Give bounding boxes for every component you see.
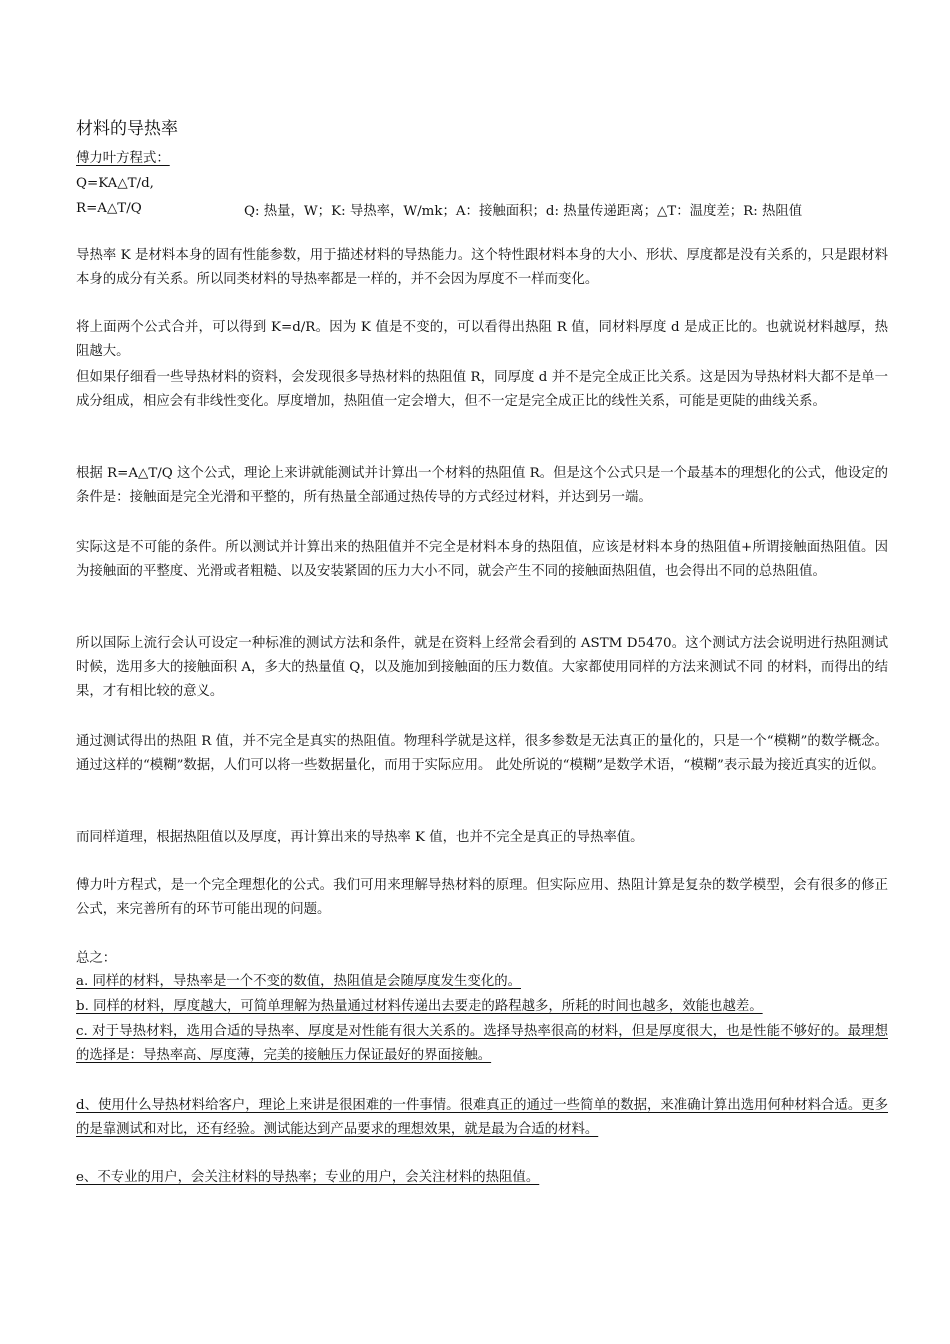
paragraph-k-formula: 将上面两个公式合并，可以得到 K=d/R。因为 K 值是不变的，可以看得出热阻 R 值，同材料厚度 d 是成正比的。也就说材料越厚，热阻越大。: [76, 320, 888, 359]
summary-item-d: d、使用什么导热材料给客户，理论上来讲是很困难的一件事情。很难真正的通过一些简单的数据，来准确计算出选用何种材料合适。更多的是靠测试和对比，还有经验。测试能达到产品要求的理想效果，就是最为合适的材料。: [76, 1098, 889, 1137]
paragraph-thermal-conductivity: 导热率 K 是材料本身的固有性能参数，用于描述材料的导热能力。这个特性跟材料本身的大小、形状、厚度都是没有关系的，只是跟材料本身的成分有关系。所以同类材料的导热率都是一样的，并不会因为厚度不一样而变化。: [76, 248, 888, 287]
summary-item-b: b. 同样的材料，厚度越大，可简单理解为热量通过材料传递出去要走的路程越多，所耗的时间也越多，效能也越差。: [76, 999, 763, 1014]
paragraph-conductivity-k: 而同样道理，根据热阻值以及厚度，再计算出来的导热率 K 值，也并不完全是真正的导热率值。: [76, 830, 644, 845]
paragraph-contact-resistance: 实际这是不可能的条件。所以测试并计算出来的热阻值并不完全是材料本身的热阻值，应该是材料本身的热阻值+所谓接触面热阻值。因为接触面的平整度、光滑或者粗糙、以及安装紧固的压力大小不同，就会产生不同的接触面热阻值，也会得出不同的总热阻值。: [76, 540, 888, 579]
formula-q: Q=KA△T/d,: [76, 176, 154, 191]
summary-item-c: c. 对于导热材料，选用合适的导热率、厚度是对性能有很大关系的。选择导热率很高的材料，但是厚度很大，也是性能不够好的。最理想的选择是：导热率高、厚度薄，完美的接触压力保证最好的界面接触。: [76, 1024, 888, 1063]
summary-heading: 总之：: [76, 951, 117, 966]
paragraph-fourier-ideal: 傅力叶方程式，是一个完全理想化的公式。我们可用来理解导热材料的原理。但实际应用、热阻计算是复杂的数学模型，会有很多的修正公式，来完善所有的环节可能出现的问题。: [76, 878, 888, 917]
document-title: 材料的导热率: [76, 119, 178, 139]
paragraph-astm-standard: 所以国际上流行会认可设定一种标准的测试方法和条件，就是在资料上经常会看到的 ASTM D5470。这个测试方法会说明进行热阻测试时候，选用多大的接触面积 A，多大的热量值 Q，以及施加到接触面的压力数值。大家都使用同样的方法来测试不同 的材料，而得出的结果，才有相比较的意义。: [76, 636, 888, 699]
summary-item-a: a. 同样的材料，导热率是一个不变的数值，热阻值是会随厚度发生变化的。: [76, 974, 521, 989]
paragraph-nonlinear: 但如果仔细看一些导热材料的资料，会发现很多导热材料的热阻值 R，同厚度 d 并不是完全成正比关系。这是因为导热材料大都不是单一成分组成，相应会有非线性变化。厚度增加，热阻值一定会增大，但不一定是完全成正比的线性关系，可能是更陡的曲线关系。: [76, 370, 888, 409]
formula-r: R=A△T/Q: [76, 201, 142, 216]
formula-legend: Q: 热量，W；K: 导热率，W/mk；A：接触面积；d: 热量传递距离；△T：温度差；R: 热阻值: [244, 204, 803, 219]
paragraph-ideal-formula: 根据 R=A△T/Q 这个公式，理论上来讲就能测试并计算出一个材料的热阻值 R。但是这个公式只是一个最基本的理想化的公式，他设定的条件是：接触面是完全光滑和平整的，所有热量全部通过热传导的方式经过材料，并达到另一端。: [76, 466, 888, 505]
formula-heading: 傅力叶方程式：: [76, 151, 170, 166]
paragraph-fuzzy-value: 通过测试得出的热阻 R 值，并不完全是真实的热阻值。物理科学就是这样，很多参数是无法真正的量化的，只是一个“模糊”的数学概念。通过这样的“模糊”数据，人们可以将一些数据量化，而用于实际应用。 此处所说的“模糊”是数学术语，“模糊”表示最为接近真实的近似。: [76, 734, 888, 773]
summary-item-e: e、不专业的用户，会关注材料的导热率；专业的用户，会关注材料的热阻值。: [76, 1170, 540, 1185]
